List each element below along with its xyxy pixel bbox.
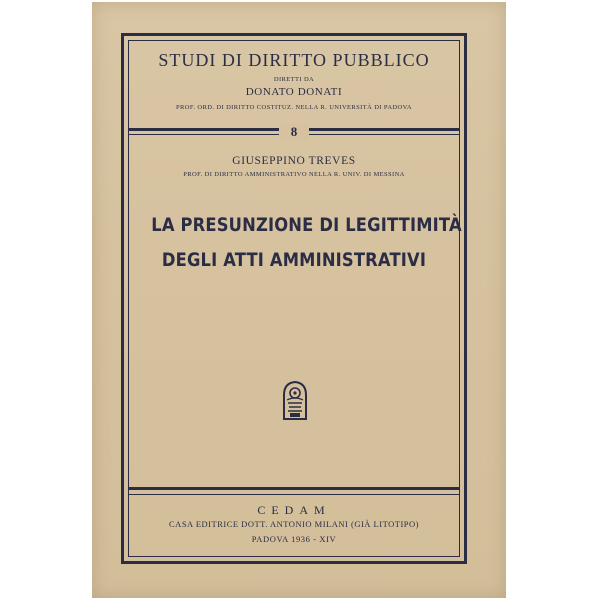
cover-frame-inner bbox=[128, 40, 460, 557]
editor-name: DONATO DONATI bbox=[245, 86, 343, 98]
author-role: PROF. DI DIRITTO AMMINISTRATIVO NELLA R. UNIV. DI MESSINA bbox=[183, 171, 405, 178]
book-title-line-2: DEGLI ATTI AMMINISTRATIVI bbox=[161, 249, 427, 271]
lower-divider-thin bbox=[128, 494, 460, 495]
publisher-emblem-icon bbox=[281, 379, 309, 421]
lower-divider-thick bbox=[128, 487, 460, 490]
author-name: GIUSEPPINO TREVES bbox=[232, 155, 356, 167]
series-title: STUDI DI DIRITTO PUBBLICO bbox=[158, 50, 430, 70]
imprint-place-date: PADOVA 1936 - XIV bbox=[251, 534, 337, 544]
editor-role: PROF. ORD. DI DIRITTO COSTITUZ. NELLA R. UNIVERSITÀ DI PADOVA bbox=[176, 104, 412, 111]
volume-number: 8 bbox=[279, 124, 309, 140]
directed-by-label: DIRETTI DA bbox=[273, 76, 315, 83]
book-title-line-1: LA PRESUNZIONE DI LEGITTIMITÀ bbox=[151, 214, 462, 236]
publisher-house: CASA EDITRICE DOTT. ANTONIO MILANI (GIÀ LITOTIPO) bbox=[169, 519, 419, 529]
publisher-name: CEDAM bbox=[257, 503, 331, 517]
